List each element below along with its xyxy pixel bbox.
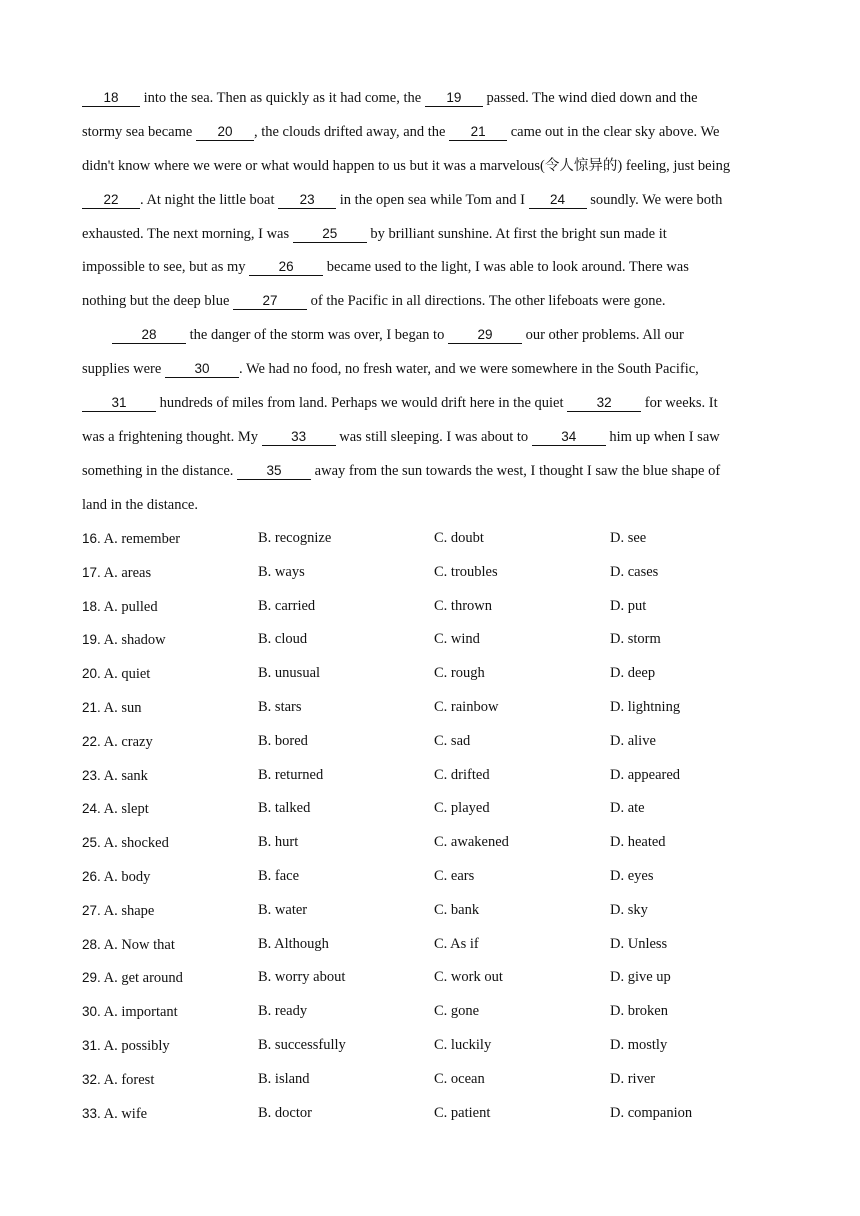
option-a-text: A. sank [103,767,148,784]
passage-text: passed. The wind died down and the [482,90,698,106]
question-number: 28. [82,936,101,952]
option-d: D. heated [610,834,666,851]
option-a [82,759,148,794]
option-a [82,623,166,658]
option-d: D. storm [610,631,661,648]
passage-text: stormy sea became [82,123,196,140]
option-a [82,522,180,557]
option-b: B. bored [258,732,308,749]
passage-text: something in the distance. [82,462,238,479]
blank-18: 18 [82,90,140,107]
option-d: D. mostly [610,1036,668,1053]
option-d: D. broken [610,1003,668,1020]
passage-text: of the Pacific in all directions. The other lifeboats were gone. [307,293,666,310]
passage-text: the danger of the storm was over, I began to [186,327,448,344]
option-c: C. work out [434,969,503,986]
option-a-text: A. body [103,868,151,885]
question-row [82,961,782,995]
passage-text: impossible to see, but as my [82,259,250,276]
blank-22: 22 [82,192,140,209]
option-b: B. water [258,901,308,918]
question-number: 22. [82,733,101,749]
blank-20: 20 [196,124,254,141]
question-row [82,759,782,793]
blank-24: 24 [529,192,587,209]
option-b: B. ways [258,563,305,580]
passage-text: came out in the clear sky above. We [507,123,720,140]
option-b: B. carried [258,597,316,614]
option-d: D. alive [610,732,656,749]
option-c: C. played [434,800,490,817]
option-a [82,556,151,591]
passage-text: supplies were [82,361,165,378]
blank-27: 27 [233,293,307,310]
option-d: D. appeared [610,766,681,783]
question-number: 33. [82,1105,101,1121]
question-number: 30. [82,1004,101,1020]
passage-text: was still sleeping. I was about to [335,428,532,445]
option-a-text: A. pulled [103,598,158,615]
option-d: D. cases [610,563,659,580]
question-row [82,928,782,962]
option-c: C. awakened [434,834,509,851]
cloze-passage [82,82,772,523]
question-row [82,556,782,590]
blank-35: 35 [237,463,311,480]
blank-21: 21 [449,124,507,141]
passage-text: into the sea. Then as quickly as it had come, the [140,90,425,106]
passage-line [82,116,772,150]
passage-line [82,319,772,353]
option-b: B. hurt [258,834,299,851]
option-d: D. ate [610,800,645,817]
passage-text: hundreds of miles from land. Perhaps we would drift here in the quiet [156,395,568,412]
option-d: D. see [610,530,647,546]
passage-line [82,184,772,218]
blank-19: 19 [425,90,483,107]
passage-line [82,82,772,116]
blank-25: 25 [293,226,367,243]
question-options-list [82,522,782,1130]
option-d: D. Unless [610,935,668,952]
option-a-text: A. shocked [103,835,169,852]
option-c: C. doubt [434,530,484,546]
question-number: 16. [82,531,101,546]
option-b: B. stars [258,698,302,715]
question-row [82,995,782,1029]
question-row [82,623,782,657]
blank-29: 29 [448,327,522,344]
question-number: 25. [82,835,101,851]
blank-31: 31 [82,395,156,412]
question-number: 31. [82,1037,101,1053]
option-b: B. doctor [258,1104,312,1121]
option-c: C. rough [434,665,485,682]
option-a [82,792,149,827]
passage-text: . At night the little boat [140,191,279,208]
passage-line [82,285,772,319]
question-number: 17. [82,564,101,580]
option-b: B. recognize [258,530,332,546]
passage-text: for weeks. It [641,395,718,412]
option-c: C. thrown [434,597,492,614]
blank-34: 34 [532,429,606,446]
passage-text: our other problems. All our [521,327,684,344]
passage-line [82,455,772,489]
passage-text: land in the distance. [82,496,198,513]
option-d: D. eyes [610,867,654,884]
question-row [82,826,782,860]
option-c: C. drifted [434,766,490,783]
passage-text: . We had no food, no fresh water, and we were somewhere in the South Pacific, [238,361,699,378]
passage-text: was a frightening thought. My [82,428,262,445]
option-b: B. successfully [258,1036,346,1053]
question-number: 18. [82,598,101,614]
option-a [82,826,169,861]
question-row [82,792,782,826]
option-b: B. face [258,867,300,884]
passage-text: by brilliant sunshine. At first the bright sun made it [366,225,667,242]
option-a-text: A. important [103,1004,178,1021]
passage-text: became used to the light, I was able to look around. There was [323,259,689,276]
option-a-text: A. shape [103,902,155,919]
option-a [82,1063,154,1098]
question-row [82,691,782,725]
option-a [82,995,178,1030]
option-c: C. bank [434,901,480,918]
question-number: 24. [82,801,101,817]
option-c: C. patient [434,1104,491,1121]
option-b: B. Although [258,935,329,952]
option-b: B. talked [258,800,311,817]
question-row [82,1097,782,1131]
question-row [82,725,782,759]
option-a-text: A. wife [103,1105,148,1122]
blank-33: 33 [262,429,336,446]
option-c: C. wind [434,631,480,648]
option-b: B. island [258,1070,310,1087]
option-a-text: A. quiet [103,666,151,683]
option-d: D. river [610,1070,656,1087]
passage-line [82,218,772,252]
option-c: C. sad [434,732,471,749]
passage-line [82,387,772,421]
passage-text: didn't know where we were or what would happen to us but it was a marvelous(令人惊异的) feeling, just being [82,157,731,174]
question-row [82,894,782,928]
passage-line [82,150,772,184]
option-a [82,691,141,726]
passage-text: away from the sun towards the west, I thought I saw the blue shape of [311,462,721,479]
option-d: D. give up [610,969,671,986]
option-a [82,590,158,625]
passage-line [82,251,772,285]
option-a [82,894,154,929]
passage-text: soundly. We were both [586,191,723,208]
blank-28: 28 [112,327,186,344]
question-row [82,860,782,894]
question-row [82,522,782,556]
option-a-text: A. Now that [103,936,175,953]
option-a [82,1097,147,1132]
question-row [82,657,782,691]
question-number: 26. [82,868,101,884]
option-d: D. put [610,597,647,614]
passage-text: exhausted. The next morning, I was [82,225,293,242]
option-d: D. companion [610,1104,693,1121]
option-a [82,725,153,760]
option-a-text: A. remember [103,531,181,547]
question-row [82,1063,782,1097]
option-a [82,928,175,963]
option-a [82,860,150,895]
option-a-text: A. crazy [103,733,153,750]
option-a [82,657,150,692]
option-d: D. deep [610,665,656,682]
passage-text: nothing but the deep blue [82,293,234,310]
option-c: C. gone [434,1003,480,1020]
question-row [82,590,782,624]
option-c: C. luckily [434,1036,492,1053]
option-a [82,961,183,996]
option-a-text: A. slept [103,801,149,818]
question-number: 32. [82,1071,101,1087]
option-a-text: A. forest [103,1071,155,1088]
question-number: 20. [82,666,101,682]
option-a-text: A. possibly [103,1037,170,1054]
option-a [82,1029,170,1064]
option-b: B. unusual [258,665,321,682]
question-number: 19. [82,632,101,648]
option-c: C. As if [434,935,479,952]
passage-text: , the clouds drifted away, and the [253,123,450,140]
passage-text: in the open sea while Tom and I [336,191,529,208]
option-c: C. ears [434,867,475,884]
option-b: B. worry about [258,969,346,986]
passage-line [82,489,772,523]
option-a-text: A. get around [103,970,183,987]
option-b: B. cloud [258,631,308,648]
blank-26: 26 [249,259,323,276]
blank-30: 30 [165,361,239,378]
question-number: 29. [82,970,101,986]
question-number: 21. [82,699,101,715]
question-number: 23. [82,767,101,783]
option-b: B. returned [258,766,324,783]
option-c: C. ocean [434,1070,485,1087]
passage-line [82,353,772,387]
option-c: C. rainbow [434,698,499,715]
question-number: 27. [82,902,101,918]
passage-line [82,421,772,455]
blank-32: 32 [567,395,641,412]
option-c: C. troubles [434,563,498,580]
option-d: D. sky [610,901,648,918]
passage-text: him up when I saw [605,428,720,445]
option-b: B. ready [258,1003,308,1020]
option-a-text: A. sun [103,699,142,716]
option-d: D. lightning [610,698,681,715]
question-row [82,1029,782,1063]
blank-23: 23 [278,192,336,209]
option-a-text: A. shadow [103,632,166,649]
option-a-text: A. areas [103,564,152,581]
